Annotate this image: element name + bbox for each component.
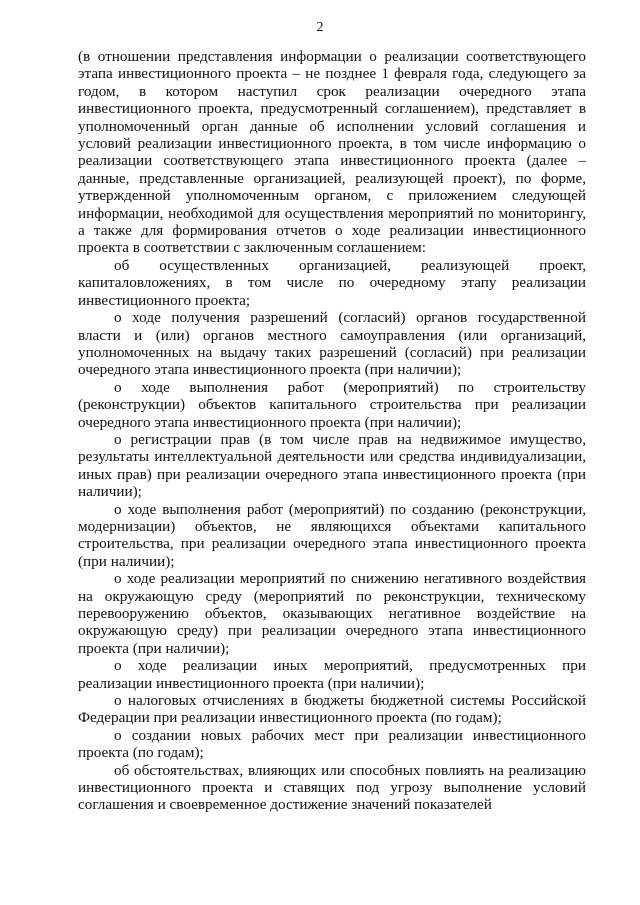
paragraph-environment: о ходе реализации мероприятий по снижению негативного воздействия на окружающую среду (мероприятий по реконструкции, техническому перевооружению объектов, оказывающих негативное воздействие на окружающую среду) при реализации очередного этапа инвестиционного проекта (при наличии); (78, 570, 586, 657)
paragraph-non-capital-objects: о ходе выполнения работ (мероприятий) по созданию (реконструкции, модернизации) объектов, не являющихся объектами капитального строительства, при реализации очередного этапа инвестиционного проекта (при наличии); (78, 500, 586, 570)
paragraph-capital-investments: об осуществленных организацией, реализующей проект, капиталовложениях, в том числе по очередному этапу реализации инвестиционного проекта; (78, 256, 586, 309)
paragraph-construction-works: о ходе выполнения работ (мероприятий) по строительству (реконструкции) объектов капитального строительства при реализации очередного этапа инвестиционного проекта (при наличии); (78, 378, 586, 431)
paragraph-new-jobs: о создании новых рабочих мест при реализации инвестиционного проекта (по годам); (78, 726, 586, 762)
paragraph-circumstances: об обстоятельствах, влияющих или способных повлиять на реализацию инвестиционного проекта и ставящих под угрозу выполнение условий соглашения и своевременное достижение значений показателей (78, 761, 586, 814)
paragraph-other-measures: о ходе реализации иных мероприятий, предусмотренных при реализации инвестиционного проекта (при наличии); (78, 657, 586, 692)
page-number: 2 (316, 20, 324, 35)
document-body (78, 48, 586, 814)
paragraph-rights-registration: о регистрации прав (в том числе прав на недвижимое имущество, результаты интеллектуальной деятельности или средства индивидуализации, иных прав) при реализации очередного этапа инвестиционного проекта (при наличии); (78, 430, 586, 501)
paragraph-intro: (в отношении представления информации о реализации соответствующего этапа инвестиционного проекта – не позднее 1 февраля года, следующего за годом, в котором наступил срок реализации очередного этапа инвестиционного проекта, предусмотренный соглашением), представляет в уполномоченный орган данные об исполнении условий соглашения и условий реализации инвестиционного проекта, в том числе информацию о реализации соответствующего этапа инвестиционного проекта (далее – данные, представленные организацией, реализующей проект), по форме, утвержденной уполномоченным органом, с приложением следующей информации, необходимой для осуществления мероприятий по мониторингу, а также для формирования отчетов о ходе реализации инвестиционного проекта в соответствии с заключенным соглашением: (78, 48, 586, 257)
paragraph-tax-deductions: о налоговых отчислениях в бюджеты бюджетной системы Российской Федерации при реализации инвестиционного проекта (по годам); (78, 692, 586, 727)
paragraph-permits: о ходе получения разрешений (согласий) органов государственной власти и (или) органов местного самоуправления (или организаций, уполномоченных на выдачу таких разрешений (согласий) при реализации очередного этапа инвестиционного проекта (при наличии); (78, 309, 586, 379)
